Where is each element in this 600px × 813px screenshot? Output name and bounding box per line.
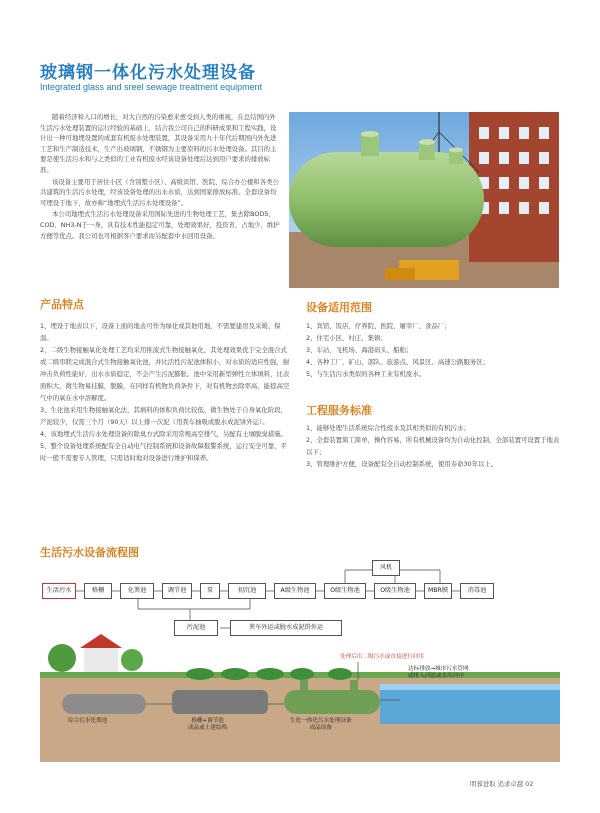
list-item: 1、宾馆、饭店、疗养院、医院、屠宰厂、食品厂； — [306, 322, 451, 330]
list-item: 2、二级生物接触氧化处理工艺均采用推流式生物接触氧化，其处理效果优于完全混合式或二级串联完成混合式生物接触氧化池，并比活性污泥池体积小，对水质的适应性强，耐冲击负荷性能好，出水水质稳定，不会产生污泥膨胀。池中采用新型弹性立体填料，比表面积大，微生物易挂膜，脱膜，在同样有机物负荷条件下，对有机物去除率高，能提高空气中的氧在水中溶解度。 — [40, 346, 290, 402]
fan-box: 风机 — [372, 560, 400, 576]
equipment-photo — [289, 112, 559, 288]
list-item: 3、管理维护方便，设备配有全自动控制系统，使用寿命30年以上。 — [306, 460, 498, 468]
tank1-label: 综合污水化粪池 — [68, 718, 108, 724]
page-title-cn: 玻璃钢一体化污水处理设备 — [40, 63, 256, 83]
features-title: 产品特点 — [40, 298, 84, 311]
flow-step: 初沉池 — [228, 583, 266, 599]
pipe-label: 处理后出二级污水或直接进行回用 — [340, 654, 424, 660]
tank3-label-line1: 生化一体化污水处理设备 — [290, 718, 352, 724]
list-item: 5、与生活污水类似的各种工业有机废水。 — [306, 370, 426, 378]
list-item: 4、该地埋式生活污水处理设备的除臭方式除采用常规高空排气，另配有土壤脱臭措施。 — [40, 430, 287, 438]
flow-step: 消毒池 — [460, 583, 494, 599]
service-title: 工程服务标准 — [306, 404, 372, 417]
sludge-disposal-box: 粪车外运或脱水成泥饼外运 — [230, 620, 342, 636]
tank3-label — [290, 718, 352, 732]
sludge-tank-box: 污泥池 — [174, 620, 218, 636]
list-item: 2、住宅小区、村庄、集镇； — [306, 334, 387, 342]
flow-step: A级生物池 — [274, 583, 316, 599]
list-item: 1、能够处理生活系统综合性废水及其相类似的有机污水； — [306, 424, 470, 432]
flow-step: 泵 — [200, 583, 220, 599]
page-title-en: Integrated glass and sreel sewage treatment equipment — [40, 82, 263, 92]
intro-paragraph: 本公司地埋式生活污水处理设备采用国际先进的生物处理工艺，集去除BOD5、COD、NH3-N于一身，具有技术性能稳定可靠，处理效果好，投资省，占地少，维护方便等优点。我公司也可根据客户要求而另配套中水回用设备。 — [40, 210, 280, 240]
river-label — [408, 666, 469, 680]
flow-step: O级生物池 — [374, 583, 416, 599]
page-footer: 明蓉进取 追求卓越 02 — [470, 780, 534, 788]
river-label-line2: 或排入河道或水库河中 — [408, 673, 464, 679]
tank2-label — [188, 718, 227, 732]
list-item: 3、车站、飞机场、海港码头、船舶； — [306, 346, 413, 354]
flow-step: 格栅 — [84, 583, 112, 599]
flow-step: O级生物池 — [324, 583, 366, 599]
list-item: 2、全套装置简工简单，操作容易，所有机械设备均为自动化控制，全部装置可设置于地表以下； — [306, 436, 560, 456]
river-label-line1: 达标排放→城市污水管网 — [408, 666, 469, 672]
flow-title: 生活污水设备流程图 — [40, 546, 139, 559]
list-item: 3、生化池采用生物接触氧化法，其填料的体积负荷比较低，微生物处于自身氧化阶段，产泥较少，仅需三个月（90天）以上排一次泥（用粪车抽吸或脱水成泥饼外运）。 — [40, 406, 287, 426]
tank2-label-line1: 格栅+调节池 — [191, 718, 224, 724]
features-list — [40, 320, 290, 464]
service-list — [306, 422, 560, 470]
flow-step: 调节池 — [162, 583, 192, 599]
flow-step: 生活污水 — [42, 583, 76, 599]
list-item: 1、埋设于地表以下，设备上面的地表可作为绿化或其他用地，不需要建房及采暖、保温。 — [40, 322, 281, 342]
flow-step: MBR膜 — [424, 583, 452, 599]
tank2-label-line2: 成品或土建结构 — [188, 725, 228, 731]
flow-step: 化粪池 — [120, 583, 154, 599]
intro-paragraph: 该设备主要用于居住小区（含别墅小区）、高级宾馆、医院、综合办公楼和各类公共建筑的生活污水处理，经该设备处理的出水水质，达到国家排放标准。全套设备均可埋设于地下，故亦称“地埋式生活污水处理设备”。 — [40, 177, 279, 207]
list-item: 4、各种工厂，矿山、部队、旅游点、风景区、高速公路服务区； — [306, 358, 490, 366]
scope-list — [306, 320, 560, 380]
intro-text — [40, 112, 280, 242]
list-item: 5、整个设备处理系统配有全自动电气控制系统和设备故障报警系统，运行安全可靠，平时一般不需要专人管理，只需适时地对设备进行维护和保养。 — [40, 442, 287, 462]
tank3-label-line2: 成品设备 — [309, 725, 332, 731]
installation-scene — [40, 632, 560, 762]
intro-paragraph: 随着经济和人口的增长，对大自然的污染愈来愈受到人类的重视，在总结国内外生活污水处理装置的运行经验的基础上，结合我公司自己的科研成果和工程实践，设计出一种可地埋设置的成套有机废水处理装置，其设备采用九十年代后期国内外先进工艺和生产制造技术，生产出玻璃钢、不锈钢为主要原料的污水处理设备。其目的主要是使生活污水和与之类似的工业有机废水经该设备处理后达到用户要求的排放标准。 — [40, 113, 277, 174]
scope-title: 设备适用范围 — [306, 301, 372, 314]
